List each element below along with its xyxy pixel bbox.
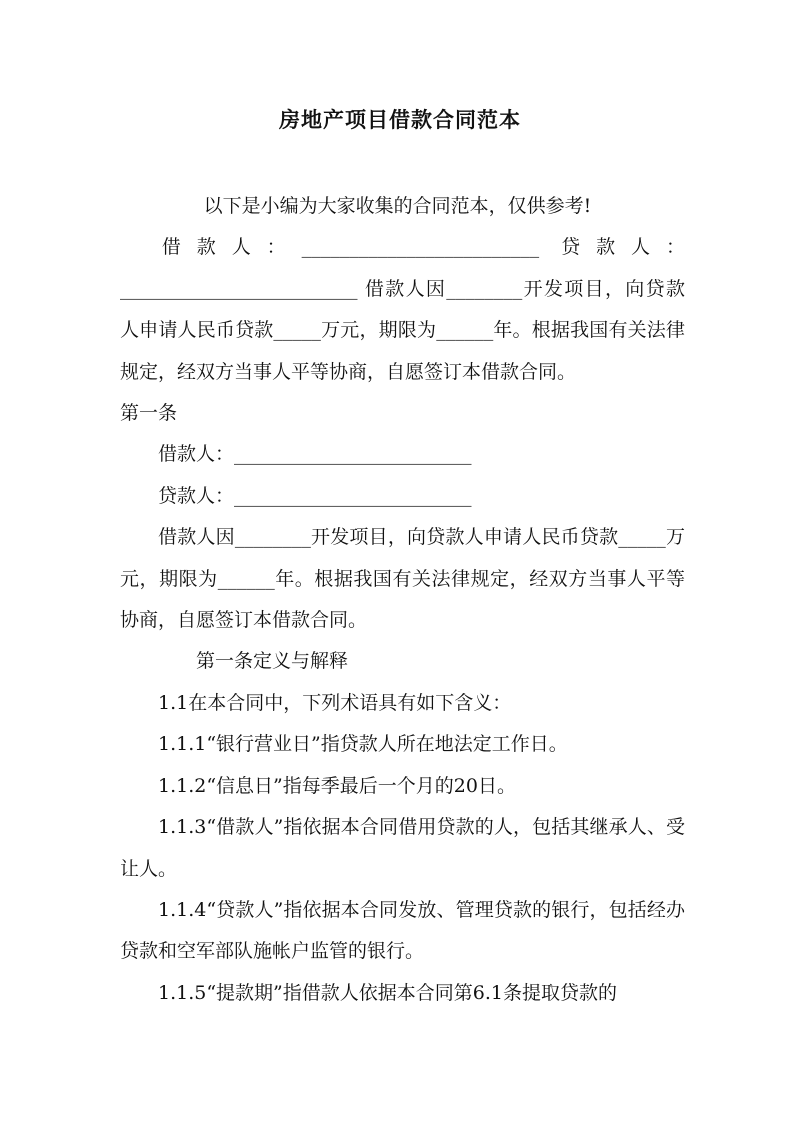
clause-1-1-3: 1.1.3“借款人”指依据本合同借用贷款的人，包括其继承人、受让人。	[120, 816, 685, 880]
intro-paragraph: 以下是小编为大家收集的合同范本，仅供参考!	[203, 195, 592, 217]
clause-1-1-4: 1.1.4“贷款人”指依据本合同发放、管理贷款的银行，包括经办贷款和空军部队施帐户监管的银行。	[120, 898, 685, 963]
clause-1-1-5: 1.1.5“提款期”指借款人依据本合同第6.1条提取贷款的	[158, 981, 617, 1004]
document-title: 房地产项目借款合同范本	[279, 107, 521, 132]
clause-1-1-1: 1.1.1“银行营业日”指贷款人所在地法定工作日。	[158, 733, 568, 756]
parties-continuation-paragraph: _________________________ 借款人因________开发项目，向贷款人申请人民币贷款_____万元，期限为______年。根据我国有关法律规定，经双方当事人平等协商，自愿签订本借款合同。	[120, 277, 685, 383]
lender-line: 贷款人：_________________________	[158, 484, 472, 507]
clause-1-1: 1.1在本合同中，下列术语具有如下含义：	[158, 691, 512, 714]
parties-line: 借款人：_________________________ 贷款人：	[161, 236, 685, 259]
article-1-heading: 第一条	[120, 402, 178, 425]
borrower-line: 借款人：_________________________	[158, 443, 472, 466]
clause-1-1-2: 1.1.2“信息日”指每季最后一个月的20日。	[158, 774, 516, 797]
article-1-title: 第一条定义与解释	[196, 650, 349, 673]
purpose-paragraph: 借款人因________开发项目，向贷款人申请人民币贷款_____万元，期限为______年。根据我国有关法律规定，经双方当事人平等协商，自愿签订本借款合同。	[120, 526, 685, 632]
document-body	[120, 186, 685, 1014]
